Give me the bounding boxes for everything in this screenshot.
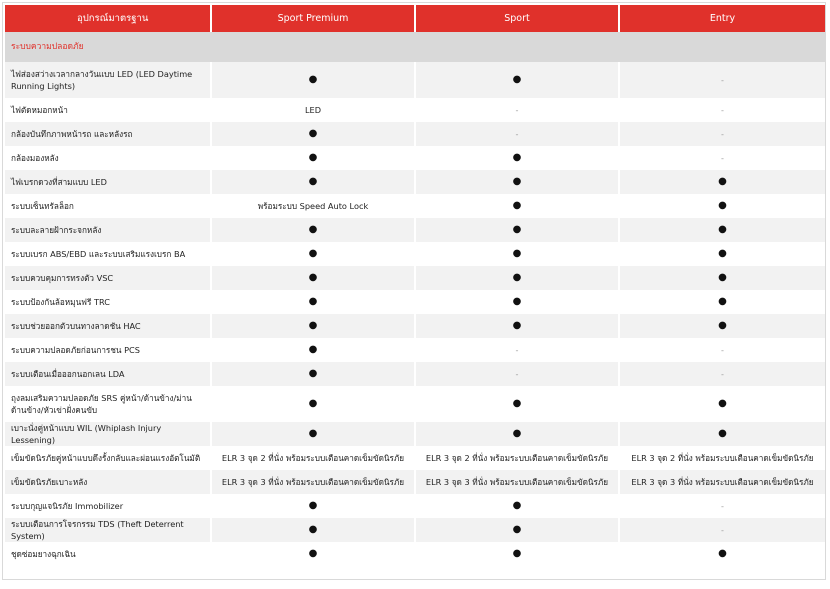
row-value: - [415, 338, 619, 362]
row-label: กล้องมองหลัง [5, 146, 211, 170]
row-value: - [619, 362, 825, 386]
row-value: ● [211, 146, 415, 170]
row-value: ● [415, 290, 619, 314]
row-value: - [619, 494, 825, 518]
table-row [5, 194, 825, 218]
row-value: ● [415, 494, 619, 518]
row-value: ELR 3 จุด 3 ที่นั่ง พร้อมระบบเตือนคาดเข็มขัดนิรภัย [211, 470, 415, 494]
row-value: ELR 3 จุด 2 ที่นั่ง พร้อมระบบเตือนคาดเข็มขัดนิรภัย [619, 446, 825, 470]
row-value: ● [211, 62, 415, 98]
header-entry: Entry [619, 5, 825, 32]
row-value: ELR 3 จุด 3 ที่นั่ง พร้อมระบบเตือนคาดเข็มขัดนิรภัย [415, 470, 619, 494]
row-value: ● [211, 218, 415, 242]
row-value: ● [415, 170, 619, 194]
row-value: ● [211, 338, 415, 362]
row-value: - [619, 122, 825, 146]
table-row [5, 122, 825, 146]
row-label: ระบบเตือนเมื่อออกนอกเลน LDA [5, 362, 211, 386]
row-value: ● [211, 242, 415, 266]
row-value: - [415, 362, 619, 386]
table-row [5, 290, 825, 314]
row-value: ● [619, 194, 825, 218]
row-value: ELR 3 จุด 2 ที่นั่ง พร้อมระบบเตือนคาดเข็มขัดนิรภัย [211, 446, 415, 470]
row-label: ระบบช่วยออกตัวบนทางลาดชัน HAC [5, 314, 211, 338]
row-value: ● [415, 314, 619, 338]
row-value: ● [415, 542, 619, 566]
section-row [5, 32, 825, 62]
row-value: ● [415, 386, 619, 422]
row-label: ระบบเซ็นทรัลล็อก [5, 194, 211, 218]
row-value: ● [619, 386, 825, 422]
row-value: ● [619, 266, 825, 290]
row-value: ● [211, 122, 415, 146]
row-value: ● [211, 170, 415, 194]
table-row [5, 218, 825, 242]
row-label: กล้องบันทึกภาพหน้ารถ และหลังรถ [5, 122, 211, 146]
row-value: ● [211, 314, 415, 338]
row-value: ● [415, 218, 619, 242]
row-label: ระบบควบคุมการทรงตัว VSC [5, 266, 211, 290]
row-value: ● [415, 146, 619, 170]
row-value: ● [619, 290, 825, 314]
table-row [5, 446, 825, 470]
row-label: ระบบละลายฝ้ากระจกหลัง [5, 218, 211, 242]
row-value: ● [211, 518, 415, 542]
row-value: ● [415, 266, 619, 290]
row-value: ● [211, 494, 415, 518]
table-row [5, 170, 825, 194]
table-row [5, 98, 825, 122]
table-row [5, 494, 825, 518]
table-header-row [5, 5, 825, 32]
row-value: ● [211, 386, 415, 422]
row-value: ● [211, 290, 415, 314]
table-row [5, 242, 825, 266]
row-label: ถุงลมเสริมความปลอดภัย SRS คู่หน้า/ด้านข้าง/ม่านด้านข้าง/หัวเข่าฝั่งคนขับ [5, 386, 211, 422]
row-label: ชุดซ่อมยางฉุกเฉิน [5, 542, 211, 566]
row-label: ระบบความปลอดภัยก่อนการชน PCS [5, 338, 211, 362]
row-label: ไฟตัดหมอกหน้า [5, 98, 211, 122]
row-value: - [619, 338, 825, 362]
row-value: ● [415, 422, 619, 446]
row-value: ● [415, 62, 619, 98]
table-row [5, 338, 825, 362]
table-row [5, 266, 825, 290]
row-value: ● [619, 170, 825, 194]
row-value: ● [619, 314, 825, 338]
row-value: ● [619, 242, 825, 266]
row-label: ระบบป้องกันล้อหมุนฟรี TRC [5, 290, 211, 314]
row-value: ● [211, 422, 415, 446]
table-row [5, 518, 825, 542]
row-value: ● [619, 542, 825, 566]
table-row [5, 362, 825, 386]
table-row [5, 62, 825, 98]
row-value: พร้อมระบบ Speed Auto Lock [211, 194, 415, 218]
header-equipment: อุปกรณ์มาตรฐาน [5, 5, 211, 32]
header-sport-premium: Sport Premium [211, 5, 415, 32]
table-row [5, 422, 825, 446]
row-value: - [619, 62, 825, 98]
row-value: ● [619, 218, 825, 242]
row-value: ● [619, 422, 825, 446]
row-value: ● [211, 542, 415, 566]
row-label: เบาะนั่งคู่หน้าแบบ WIL (Whiplash Injury Lessening) [5, 422, 211, 446]
row-label: ไฟเบรกดวงที่สามแบบ LED [5, 170, 211, 194]
row-label: เข็มขัดนิรภัยเบาะหลัง [5, 470, 211, 494]
row-value: LED [211, 98, 415, 122]
table-row [5, 470, 825, 494]
row-value: - [415, 98, 619, 122]
row-label: ไฟส่องสว่างเวลากลางวันแบบ LED (LED Daytime Running Lights) [5, 62, 211, 98]
row-label: เข็มขัดนิรภัยคู่หน้าแบบดึงรั้งกลับและผ่อนแรงอัตโนมัติ [5, 446, 211, 470]
spec-table-frame [2, 2, 826, 580]
row-value: ● [415, 518, 619, 542]
row-value: ● [211, 266, 415, 290]
section-title: ระบบความปลอดภัย [5, 32, 825, 62]
table-row [5, 542, 825, 566]
row-value: - [415, 122, 619, 146]
row-value: - [619, 98, 825, 122]
table-row [5, 146, 825, 170]
row-value: ELR 3 จุด 2 ที่นั่ง พร้อมระบบเตือนคาดเข็มขัดนิรภัย [415, 446, 619, 470]
row-value: ● [415, 194, 619, 218]
row-value: - [619, 146, 825, 170]
row-value: - [619, 518, 825, 542]
table-row [5, 386, 825, 422]
row-label: ระบบเบรก ABS/EBD และระบบเสริมแรงเบรก BA [5, 242, 211, 266]
safety-spec-table [5, 5, 825, 566]
table-row [5, 314, 825, 338]
row-value: ● [415, 242, 619, 266]
header-sport: Sport [415, 5, 619, 32]
row-value: ● [211, 362, 415, 386]
row-value: ELR 3 จุด 3 ที่นั่ง พร้อมระบบเตือนคาดเข็มขัดนิรภัย [619, 470, 825, 494]
row-label: ระบบกุญแจนิรภัย Immobilizer [5, 494, 211, 518]
row-label: ระบบเตือนการโจรกรรม TDS (Theft Deterrent System) [5, 518, 211, 542]
